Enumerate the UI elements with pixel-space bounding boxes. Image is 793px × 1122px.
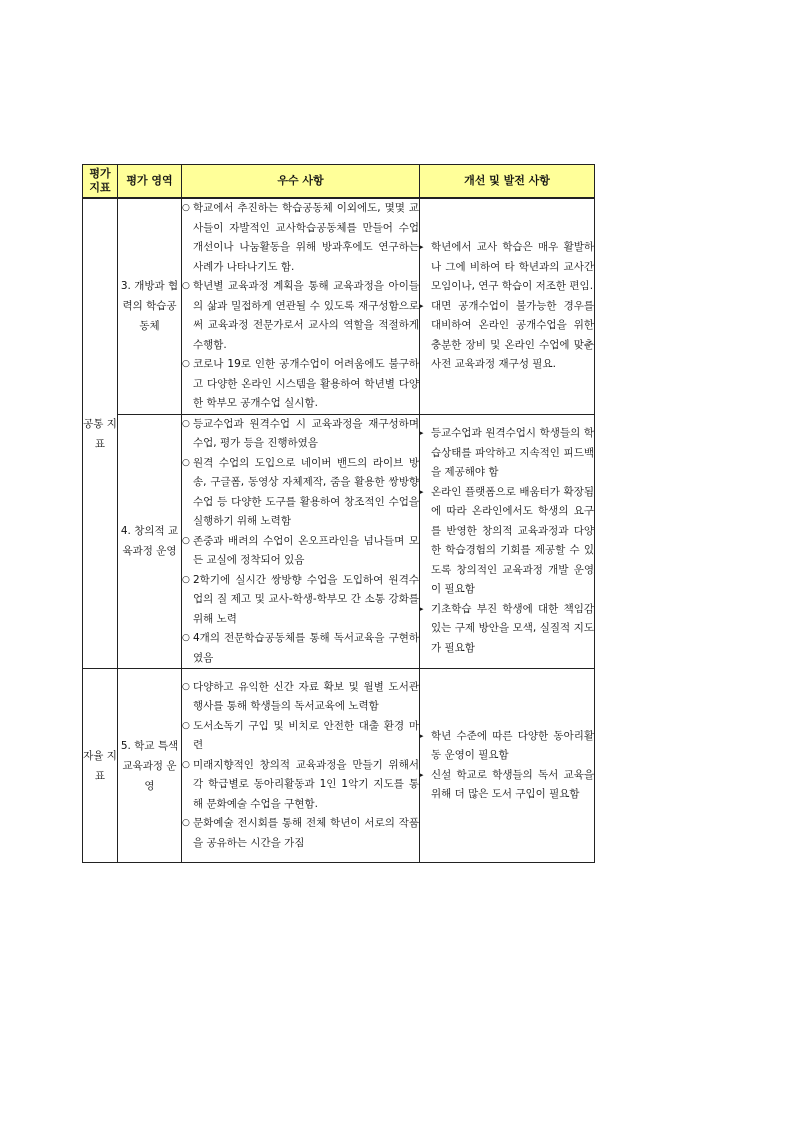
list-item: ▸ 학년에서 교사 학습은 매우 활발하나 그에 비하여 타 학년과의 교사간 모임이나, 연구 학습이 저조한 편임. bbox=[420, 238, 594, 297]
list-item: ○ 2학기에 실시간 쌍방향 수업을 도입하여 원격수업의 질 제고 및 교사-학생-학부모 간 소통 강화를 위해 노력 bbox=[182, 571, 419, 630]
circle-bullet-icon: ○ bbox=[182, 574, 190, 585]
list-item: ▸ 신설 학교로 학생들의 독서 교육을 위해 더 많은 도서 구입이 필요함 bbox=[420, 766, 594, 805]
triangle-bullet-icon: ▸ bbox=[420, 487, 424, 496]
triangle-bullet-icon: ▸ bbox=[420, 429, 424, 438]
list-item: ▸ 기초학습 부진 학생에 대한 책임감 있는 구제 방안을 모색, 실질적 지도가 필요함 bbox=[420, 600, 594, 659]
list-item: ○ 문화예술 전시회를 통해 전체 학년이 서로의 작품을 공유하는 시간을 가짐 bbox=[182, 814, 419, 853]
list-item: ○ 도서소독기 구입 및 비치로 안전한 대출 환경 마련 bbox=[182, 717, 419, 756]
circle-bullet-icon: ○ bbox=[182, 818, 190, 829]
header-area: 평가 영역 bbox=[118, 165, 182, 199]
list-item: ▸ 학년 수준에 따른 다양한 동아리활동 운영이 필요함 bbox=[420, 727, 594, 766]
list-item: ○ 코로나 19로 인한 공개수업이 어려움에도 불구하고 다양한 온라인 시스템을 활용하여 학년별 다양한 학부모 공개수업 실시함. bbox=[182, 355, 419, 414]
area-cell: 3. 개방과 협력의 학습공동체 bbox=[118, 198, 182, 414]
list-item: ○ 학교에서 추진하는 학습공동체 이외에도, 몇몇 교사들이 자발적인 교사학습공동체를 만들어 수업 개선이나 나눔활동을 위해 방과후에도 연구하는 사례가 나타나기도 함. bbox=[182, 199, 419, 277]
header-row bbox=[83, 165, 595, 199]
circle-bullet-icon: ○ bbox=[182, 633, 190, 643]
list-item: ▸ 대면 공개수업이 불가능한 경우를 대비하여 온라인 공개수업을 위한 충분한 장비 및 온라인 수업에 맞춘 사전 교육과정 재구성 필요. bbox=[420, 297, 594, 375]
list-item: ○ 존중과 배려의 수업이 온오프라인을 넘나들며 모든 교실에 정착되어 있음 bbox=[182, 532, 419, 571]
circle-bullet-icon: ○ bbox=[182, 457, 190, 468]
list-item: ○ 원격 수업의 도입으로 네이버 밴드의 라이브 방송, 구글폼, 동영상 자체제작, 줌을 활용한 쌍방향 수업 등 다양한 도구를 활용하여 창조적인 수업을 실행하기 위해 노력함 bbox=[182, 454, 419, 532]
list-item: ○ 학년별 교육과정 계획을 통해 교육과정을 아이들의 삶과 밀접하게 연관될 수 있도록 재구성함으로써 교육과정 전문가로서 교사의 역할을 적절하게 수행함. bbox=[182, 277, 419, 355]
strengths-cell bbox=[182, 198, 420, 414]
category-autonomous: 자율 지표 bbox=[83, 669, 118, 863]
area-cell: 4. 창의적 교육과정 운영 bbox=[118, 414, 182, 669]
circle-bullet-icon: ○ bbox=[182, 203, 190, 213]
circle-bullet-icon: ○ bbox=[182, 281, 190, 291]
list-item: ○ 등교수업과 원격수업 시 교육과정을 재구성하며 수업, 평가 등을 진행하였음 bbox=[182, 415, 419, 454]
evaluation-table bbox=[82, 164, 595, 863]
header-improvements: 개선 및 발전 사항 bbox=[420, 165, 595, 199]
list-item: ▸ 등교수업과 원격수업시 학생들의 학습상태를 파악하고 지속적인 피드백을 제공해야 함 bbox=[420, 424, 594, 483]
improvements-cell bbox=[420, 414, 595, 669]
triangle-bullet-icon: ▸ bbox=[420, 731, 424, 740]
list-item: ▸ 온라인 플랫폼으로 배움터가 확장됨에 따라 온라인에서도 학생의 요구를 반영한 창의적 교육과정과 다양한 학습경험의 기회를 제공할 수 있도록 창의적인 교육과정 개발 운영이 필요함 bbox=[420, 483, 594, 600]
triangle-bullet-icon: ▸ bbox=[420, 243, 424, 251]
strengths-cell bbox=[182, 414, 420, 669]
circle-bullet-icon: ○ bbox=[182, 359, 190, 369]
table-row bbox=[83, 669, 595, 863]
list-item: ○ 다양하고 유익한 신간 자료 확보 및 월별 도서관행사를 통해 학생들의 독서교육에 노력함 bbox=[182, 678, 419, 717]
list-item: ○ 4개의 전문학습공동체를 통해 독서교육을 구현하였음 bbox=[182, 629, 419, 668]
list-item: ○ 미래지향적인 창의적 교육과정을 만들기 위해서 각 학급별로 동아리활동과 1인 1악기 지도를 통해 문화예술 수업을 구현함. bbox=[182, 756, 419, 815]
category-common: 공통 지표 bbox=[83, 198, 118, 669]
circle-bullet-icon: ○ bbox=[182, 681, 190, 692]
table-row bbox=[83, 414, 595, 669]
circle-bullet-icon: ○ bbox=[182, 418, 190, 429]
improvements-cell bbox=[420, 669, 595, 863]
improvements-cell bbox=[420, 198, 595, 414]
triangle-bullet-icon: ▸ bbox=[420, 770, 424, 779]
table-row bbox=[83, 198, 595, 414]
header-indicator: 평가 지표 bbox=[83, 165, 118, 199]
triangle-bullet-icon: ▸ bbox=[420, 604, 424, 613]
circle-bullet-icon: ○ bbox=[182, 720, 190, 731]
circle-bullet-icon: ○ bbox=[182, 759, 190, 770]
area-cell: 5. 학교 특색 교육과정 운영 bbox=[118, 669, 182, 863]
header-strengths: 우수 사항 bbox=[182, 165, 420, 199]
circle-bullet-icon: ○ bbox=[182, 535, 190, 546]
triangle-bullet-icon: ▸ bbox=[420, 301, 424, 310]
strengths-cell bbox=[182, 669, 420, 863]
